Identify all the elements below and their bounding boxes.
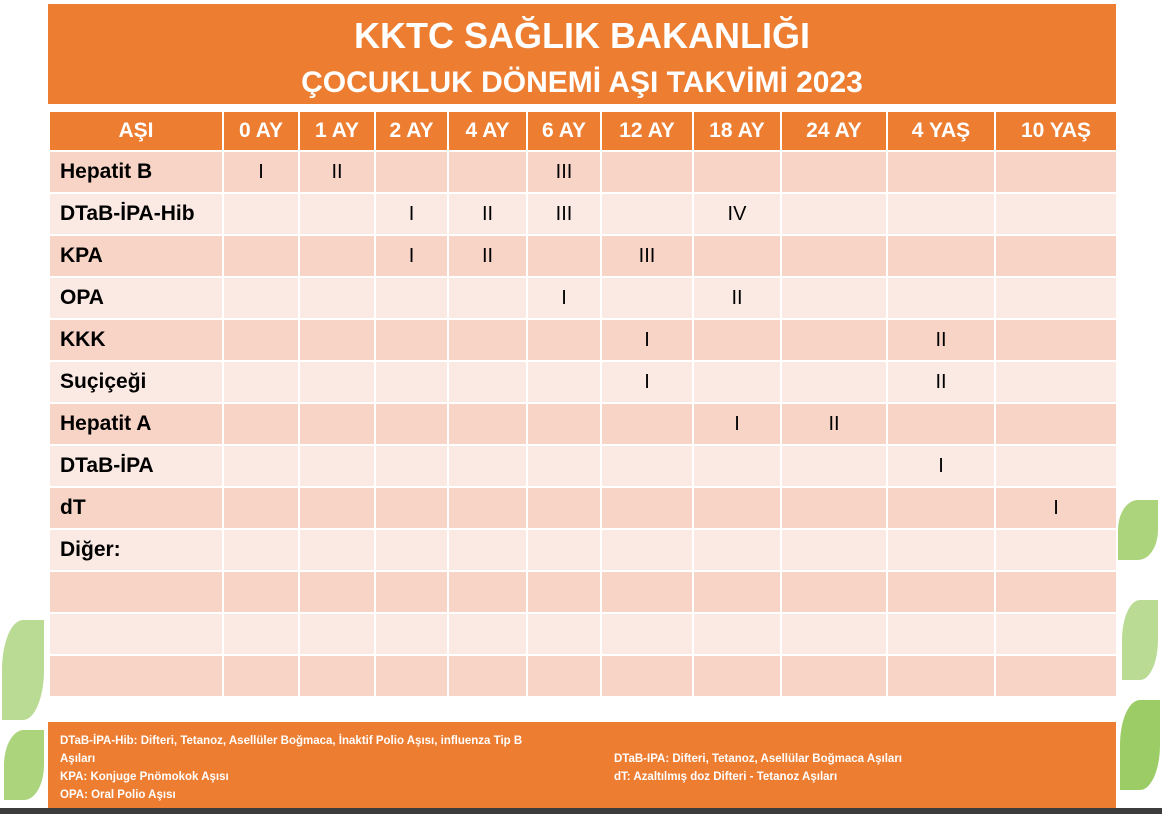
dose-cell — [995, 571, 1117, 613]
vaccine-name-cell: KKK — [49, 319, 223, 361]
dose-cell — [693, 361, 781, 403]
dose-cell — [995, 403, 1117, 445]
dose-cell — [299, 403, 375, 445]
dose-cell: I — [887, 445, 995, 487]
dose-cell: I — [375, 235, 448, 277]
dose-cell: I — [693, 403, 781, 445]
dose-cell — [781, 529, 887, 571]
dose-cell — [995, 445, 1117, 487]
dose-cell — [887, 235, 995, 277]
dose-cell — [375, 151, 448, 193]
footer-legend-right — [614, 750, 1074, 786]
dose-cell — [601, 529, 693, 571]
table-row — [49, 445, 1117, 487]
dose-cell: II — [448, 235, 527, 277]
dose-cell — [448, 361, 527, 403]
dose-cell — [299, 235, 375, 277]
table-row — [49, 361, 1117, 403]
table-body — [49, 151, 1117, 697]
dose-cell — [527, 445, 601, 487]
dose-cell — [527, 319, 601, 361]
dose-cell — [601, 655, 693, 697]
table-header-row — [49, 111, 1117, 151]
dose-cell — [601, 613, 693, 655]
dose-cell — [995, 613, 1117, 655]
dose-cell: I — [601, 361, 693, 403]
table-row — [49, 613, 1117, 655]
table-row — [49, 655, 1117, 697]
dose-cell — [995, 151, 1117, 193]
dose-cell — [887, 655, 995, 697]
dose-cell — [601, 277, 693, 319]
dose-cell — [223, 445, 299, 487]
leaf-decoration-icon — [1118, 500, 1158, 560]
column-header-age: 12 AY — [601, 111, 693, 151]
dose-cell — [375, 445, 448, 487]
dose-cell — [375, 613, 448, 655]
dose-cell — [527, 235, 601, 277]
dose-cell — [448, 571, 527, 613]
dose-cell — [887, 277, 995, 319]
table-row — [49, 571, 1117, 613]
window-bottom-bar — [0, 808, 1162, 814]
dose-cell — [223, 319, 299, 361]
dose-cell — [375, 529, 448, 571]
dose-cell: II — [887, 319, 995, 361]
column-header-age: 0 AY — [223, 111, 299, 151]
column-header-age: 18 AY — [693, 111, 781, 151]
dose-cell — [448, 445, 527, 487]
dose-cell — [887, 193, 995, 235]
dose-cell — [299, 277, 375, 319]
table-row — [49, 277, 1117, 319]
column-header-age: 4 YAŞ — [887, 111, 995, 151]
column-header-age: 2 AY — [375, 111, 448, 151]
dose-cell — [223, 529, 299, 571]
footer-legend — [48, 722, 1116, 808]
vaccine-name-cell: Hepatit B — [49, 151, 223, 193]
dose-cell — [375, 277, 448, 319]
dose-cell: II — [299, 151, 375, 193]
dose-cell — [601, 445, 693, 487]
dose-cell — [601, 193, 693, 235]
leaf-decoration-icon — [2, 620, 44, 720]
dose-cell — [223, 613, 299, 655]
table-row — [49, 193, 1117, 235]
dose-cell — [781, 235, 887, 277]
table-row — [49, 319, 1117, 361]
dose-cell — [781, 151, 887, 193]
dose-cell — [448, 613, 527, 655]
dose-cell — [223, 235, 299, 277]
dose-cell — [448, 277, 527, 319]
dose-cell — [527, 487, 601, 529]
dose-cell: II — [887, 361, 995, 403]
dose-cell — [299, 655, 375, 697]
column-header-vaccine: AŞI — [49, 111, 223, 151]
dose-cell — [375, 319, 448, 361]
dose-cell — [223, 403, 299, 445]
dose-cell — [995, 193, 1117, 235]
vaccine-name-cell: dT — [49, 487, 223, 529]
dose-cell: II — [781, 403, 887, 445]
vaccine-name-cell — [49, 613, 223, 655]
dose-cell — [781, 361, 887, 403]
dose-cell — [299, 361, 375, 403]
dose-cell — [223, 193, 299, 235]
dose-cell — [781, 319, 887, 361]
table-row — [49, 151, 1117, 193]
dose-cell — [693, 613, 781, 655]
dose-cell: I — [223, 151, 299, 193]
dose-cell — [887, 151, 995, 193]
dose-cell — [375, 403, 448, 445]
dose-cell — [223, 571, 299, 613]
dose-cell — [299, 613, 375, 655]
dose-cell — [693, 151, 781, 193]
dose-cell: II — [448, 193, 527, 235]
legend-line: Aşıları — [60, 753, 96, 765]
dose-cell — [601, 151, 693, 193]
dose-cell — [781, 655, 887, 697]
legend-line: OPA: Oral Polio Aşısı — [60, 789, 176, 801]
table-row — [49, 403, 1117, 445]
legend-line: dT: Azaltılmış doz Difteri - Tetanoz Aşıları — [614, 771, 838, 783]
dose-cell — [223, 361, 299, 403]
dose-cell — [995, 235, 1117, 277]
dose-cell — [887, 487, 995, 529]
column-header-age: 24 AY — [781, 111, 887, 151]
dose-cell — [375, 487, 448, 529]
dose-cell — [527, 529, 601, 571]
dose-cell: I — [601, 319, 693, 361]
dose-cell — [693, 529, 781, 571]
dose-cell — [887, 613, 995, 655]
table-row — [49, 529, 1117, 571]
dose-cell — [527, 571, 601, 613]
dose-cell — [375, 655, 448, 697]
vaccine-name-cell: Hepatit A — [49, 403, 223, 445]
dose-cell: II — [693, 277, 781, 319]
page-subtitle: ÇOCUKLUK DÖNEMİ AŞI TAKVİMİ 2023 — [301, 66, 863, 99]
column-header-age: 6 AY — [527, 111, 601, 151]
dose-cell — [693, 655, 781, 697]
vaccine-name-cell — [49, 655, 223, 697]
header-banner — [48, 4, 1116, 104]
dose-cell — [781, 193, 887, 235]
table-row — [49, 235, 1117, 277]
dose-cell: III — [527, 151, 601, 193]
dose-cell — [887, 403, 995, 445]
legend-line: KPA: Konjuge Pnömokok Aşısı — [60, 771, 229, 783]
vaccine-name-cell: DTaB-İPA — [49, 445, 223, 487]
dose-cell: III — [527, 193, 601, 235]
dose-cell — [887, 529, 995, 571]
dose-cell — [223, 277, 299, 319]
dose-cell — [527, 655, 601, 697]
dose-cell — [527, 361, 601, 403]
dose-cell — [448, 151, 527, 193]
vaccine-schedule-table — [48, 110, 1118, 698]
dose-cell — [693, 445, 781, 487]
leaf-decoration-icon — [1122, 600, 1158, 680]
dose-cell — [995, 319, 1117, 361]
dose-cell — [995, 655, 1117, 697]
dose-cell: IV — [693, 193, 781, 235]
table-row — [49, 487, 1117, 529]
dose-cell — [995, 361, 1117, 403]
dose-cell — [299, 319, 375, 361]
dose-cell — [448, 319, 527, 361]
vaccine-name-cell: KPA — [49, 235, 223, 277]
dose-cell — [223, 487, 299, 529]
dose-cell — [781, 277, 887, 319]
column-header-age: 10 YAŞ — [995, 111, 1117, 151]
dose-cell: I — [527, 277, 601, 319]
legend-line: DTaB-İPA-Hib: Difteri, Tetanoz, Asellüler Boğmaca, İnaktif Polio Aşısı, influenza Tip B — [60, 735, 523, 747]
dose-cell — [299, 193, 375, 235]
footer-legend-left — [60, 732, 600, 804]
dose-cell — [527, 613, 601, 655]
leaf-decoration-icon — [4, 730, 44, 800]
dose-cell — [601, 403, 693, 445]
dose-cell: I — [995, 487, 1117, 529]
dose-cell — [527, 403, 601, 445]
dose-cell — [781, 487, 887, 529]
dose-cell — [693, 319, 781, 361]
dose-cell — [601, 571, 693, 613]
dose-cell: III — [601, 235, 693, 277]
dose-cell — [299, 529, 375, 571]
dose-cell — [693, 571, 781, 613]
dose-cell — [781, 571, 887, 613]
dose-cell — [887, 571, 995, 613]
column-header-age: 1 AY — [299, 111, 375, 151]
leaf-decoration-icon — [1120, 700, 1160, 790]
dose-cell — [781, 613, 887, 655]
dose-cell — [448, 487, 527, 529]
dose-cell — [448, 529, 527, 571]
dose-cell: I — [375, 193, 448, 235]
vaccine-name-cell — [49, 571, 223, 613]
dose-cell — [448, 403, 527, 445]
vaccine-name-cell: OPA — [49, 277, 223, 319]
dose-cell — [693, 235, 781, 277]
dose-cell — [375, 571, 448, 613]
dose-cell — [375, 361, 448, 403]
vaccine-name-cell: DTaB-İPA-Hib — [49, 193, 223, 235]
column-header-age: 4 AY — [448, 111, 527, 151]
dose-cell — [223, 655, 299, 697]
page-title: KKTC SAĞLIK BAKANLIĞI — [354, 15, 810, 56]
dose-cell — [995, 529, 1117, 571]
vaccine-name-cell: Suçiçeği — [49, 361, 223, 403]
dose-cell — [299, 487, 375, 529]
dose-cell — [299, 571, 375, 613]
dose-cell — [693, 487, 781, 529]
legend-line: DTaB-IPA: Difteri, Tetanoz, Asellülar Boğmaca Aşıları — [614, 753, 902, 765]
dose-cell — [601, 487, 693, 529]
vaccine-name-cell: Diğer: — [49, 529, 223, 571]
dose-cell — [995, 277, 1117, 319]
dose-cell — [781, 445, 887, 487]
dose-cell — [299, 445, 375, 487]
dose-cell — [448, 655, 527, 697]
